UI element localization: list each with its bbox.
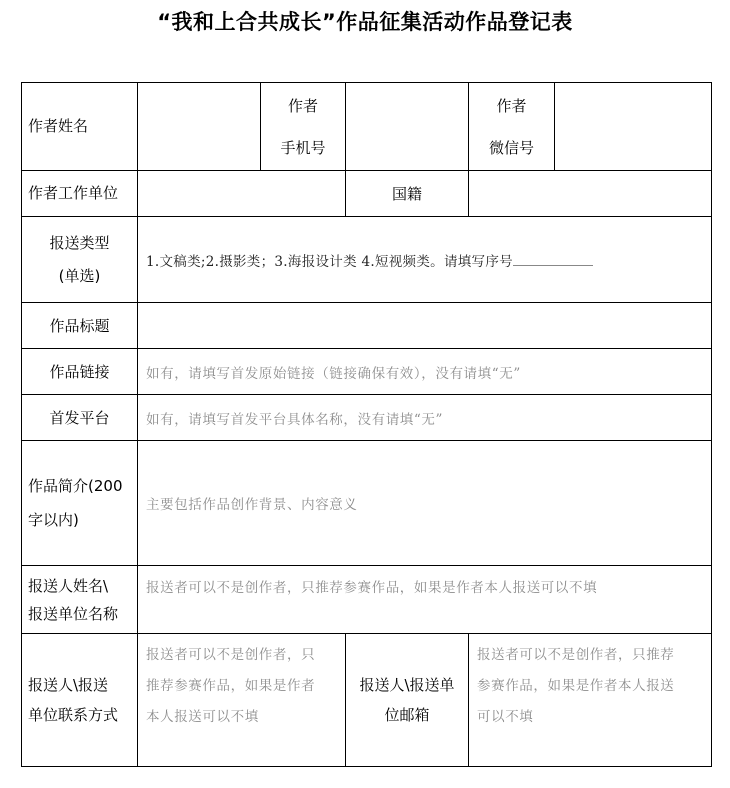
row-work-title (22, 303, 712, 349)
submitter-email-hint-line2: 参赛作品，如果是作者本人报送 (477, 678, 675, 694)
row-first-platform (22, 395, 712, 441)
submitter-name-label-line2: 报送单位名称 (28, 604, 119, 623)
phone-label (261, 83, 346, 171)
row-work-unit (22, 171, 712, 217)
submitter-email-hint-line1: 报送者可以不是创作者，只推荐 (477, 647, 675, 663)
submitter-email-label-line1: 报送人\报送单 (359, 676, 455, 694)
work-intro-field[interactable]: 主要包括作品创作背景、内容意义 (138, 441, 712, 566)
submitter-contact-field[interactable] (138, 634, 346, 767)
submitter-contact-label-line2: 单位联系方式 (28, 706, 119, 724)
row-submitter-contact (22, 634, 712, 767)
nationality-field[interactable] (469, 171, 712, 217)
phone-label-line1: 作者 (287, 96, 318, 115)
work-intro-label-line2: 字以内) (28, 511, 79, 529)
wechat-field[interactable] (555, 83, 712, 171)
author-name-field[interactable] (138, 83, 261, 171)
submitter-name-label (22, 566, 138, 634)
submitter-email-hint-line3: 可以不填 (477, 709, 534, 725)
submitter-contact-label-line1: 报送人\报送 (28, 676, 109, 694)
work-unit-field[interactable] (138, 171, 346, 217)
submitter-contact-label (22, 634, 138, 767)
submitter-email-label-line2: 位邮箱 (384, 706, 430, 724)
submitter-email-field[interactable] (469, 634, 712, 767)
submitter-name-field[interactable]: 报送者可以不是创作者，只推荐参赛作品，如果是作者本人报送可以不填 (138, 566, 712, 634)
work-intro-label (22, 441, 138, 566)
work-link-label: 作品链接 (22, 349, 138, 395)
form-title: “我和上合共成长”作品征集活动作品登记表 (157, 10, 573, 34)
row-work-link (22, 349, 712, 395)
submit-type-label (22, 217, 138, 303)
row-work-intro (22, 441, 712, 566)
work-title-label: 作品标题 (22, 303, 138, 349)
first-platform-field[interactable]: 如有，请填写首发平台具体名称，没有请填“无” (138, 395, 712, 441)
nationality-label: 国籍 (346, 171, 469, 217)
first-platform-label: 首发平台 (22, 395, 138, 441)
submit-type-label-line1: 报送类型 (49, 233, 110, 252)
work-link-field[interactable]: 如有，请填写首发原始链接（链接确保有效），没有请填“无” (138, 349, 712, 395)
work-unit-label: 作者工作单位 (22, 171, 138, 217)
submit-type-blank[interactable] (513, 253, 593, 266)
row-author-info (22, 83, 712, 171)
submitter-email-label (346, 634, 469, 767)
row-submitter-name (22, 566, 712, 634)
wechat-label-line2: 微信号 (488, 138, 534, 157)
work-intro-label-line1: 作品简介(200 (28, 477, 123, 495)
submitter-contact-hint-line1: 报送者可以不是创作者，只 (146, 647, 316, 663)
author-name-label: 作者姓名 (22, 83, 138, 171)
work-title-field[interactable] (138, 303, 712, 349)
row-submit-type (22, 217, 712, 303)
submitter-contact-hint-line3: 本人报送可以不填 (146, 709, 259, 725)
phone-label-line2: 手机号 (280, 138, 326, 157)
phone-field[interactable] (346, 83, 469, 171)
registration-form-table (21, 82, 712, 767)
wechat-label-line1: 作者 (496, 96, 527, 115)
submit-type-options: 1.文稿类;2.摄影类；3.海报设计类 4.短视频类。请填写序号 (146, 253, 513, 270)
submit-type-field[interactable] (138, 217, 712, 303)
submitter-name-label-line1: 报送人姓名\ (28, 576, 109, 595)
wechat-label (469, 83, 555, 171)
submit-type-label-line2: (单选) (58, 266, 101, 285)
submitter-contact-hint-line2: 推荐参赛作品，如果是作者 (146, 678, 316, 694)
